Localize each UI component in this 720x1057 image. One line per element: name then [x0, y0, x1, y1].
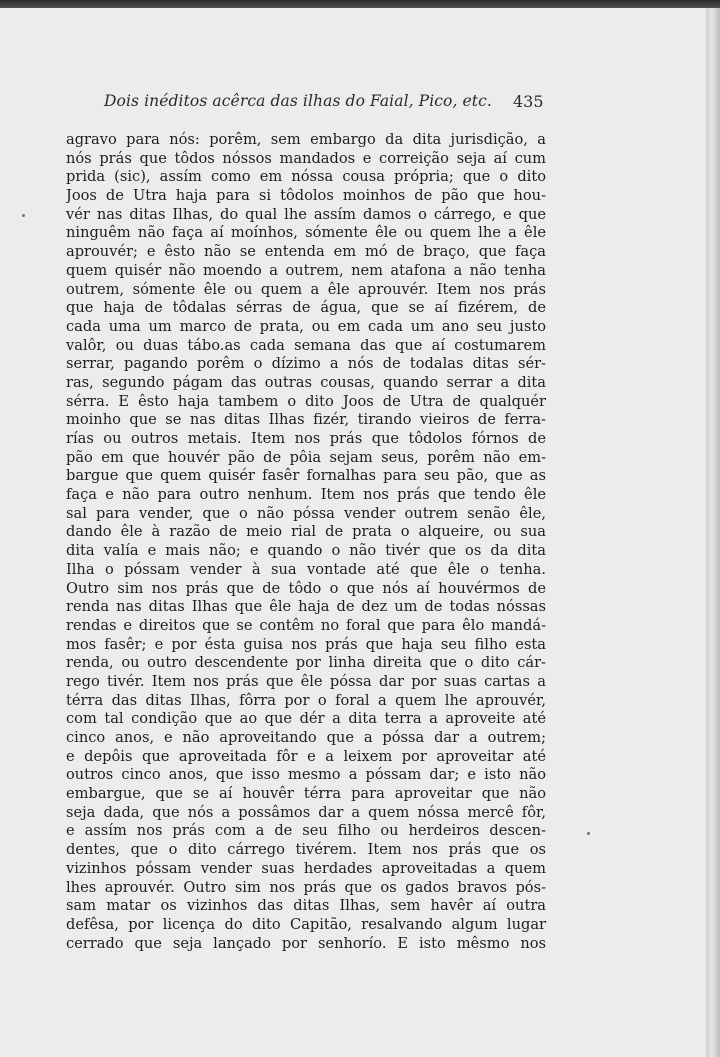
- text-line: térra das ditas Ilhas, fôrra por o foral a quem lhe aprouvér,: [66, 691, 546, 709]
- text-line: vér nas ditas Ilhas, do qual lhe assím damos o cárrego, e que: [66, 205, 546, 223]
- text-line: com tal condição que ao que dér a dita terra a aproveite até: [66, 710, 546, 728]
- text-line: mos fasêr; e por ésta guisa nos prás que haja seu filho esta: [66, 635, 546, 653]
- text-line: prida (sic), assím como em nóssa cousa própria; que o dito: [66, 168, 546, 186]
- text-line: embargue, que se aí houvêr térra para aproveitar que não: [66, 785, 546, 803]
- page-header: [104, 92, 544, 116]
- text-line: faça e não para outro nenhum. Item nos prás que tendo êle: [66, 486, 546, 504]
- page-edge-shadow: [706, 8, 720, 1057]
- text-line: moinho que se nas ditas Ilhas fizér, tirando vieiros de ferra-: [66, 411, 546, 429]
- text-line: vizinhos póssam vender suas herdades aproveitadas a quem: [66, 859, 546, 877]
- text-line: rego tivér. Item nos prás que êle póssa dar por suas cartas a: [66, 672, 546, 690]
- text-line: aprouvér; e êsto não se entenda em mó de braço, que faça: [66, 243, 546, 261]
- text-line: serrar, pagando porêm o dízimo a nós de todalas ditas sér-: [66, 355, 546, 373]
- text-line: ras, segundo págam das outras cousas, quando serrar a dita: [66, 373, 546, 391]
- text-line: renda nas ditas Ilhas que êle haja de dez um de todas nóssas: [66, 598, 546, 616]
- text-line: e depôis que aproveitada fôr e a leixem por aproveitar até: [66, 747, 546, 765]
- text-line: e assím nos prás com a de seu filho ou herdeiros descen-: [66, 822, 546, 840]
- scan-speck: [587, 832, 590, 835]
- text-line: ninguêm não faça aí moínhos, sómente êle ou quem lhe a êle: [66, 224, 546, 242]
- text-line: renda, ou outro descendente por linha direita que o dito cár-: [66, 654, 546, 672]
- text-line: quem quisér não moendo a outrem, nem atafona a não tenha: [66, 261, 546, 279]
- text-line: nós prás que tôdos nóssos mandados e correição seja aí cum: [66, 149, 546, 167]
- text-line: valôr, ou duas tábo.as cada semana das que aí costumarem: [66, 336, 546, 354]
- text-line: sal para vender, que o não póssa vender outrem senão êle,: [66, 504, 546, 522]
- text-line: bargue que quem quisér fasêr fornalhas para seu pão, que as: [66, 467, 546, 485]
- page-number: 435: [513, 92, 544, 111]
- body-text: [66, 131, 546, 953]
- text-line: defêsa, por licença do dito Capitão, resalvando algum lugar: [66, 915, 546, 933]
- text-line: pão em que houvér pão de pôia sejam seus, porêm não em-: [66, 448, 546, 466]
- text-line: cada uma um marco de prata, ou em cada um ano seu justo: [66, 317, 546, 335]
- text-line: rías ou outros metais. Item nos prás que tôdolos fórnos de: [66, 430, 546, 447]
- text-line: lhes aprouvér. Outro sim nos prás que os gados bravos pós-: [66, 878, 546, 896]
- text-line: cinco anos, e não aproveitando que a póssa dar a outrem;: [66, 729, 546, 746]
- text-line: Ilha o póssam vender à sua vontade até que êle o tenha.: [66, 560, 546, 578]
- text-line: cerrado que seja lançado por senhorío. E isto mêsmo nos: [66, 934, 546, 952]
- text-line: seja dada, que nós a possâmos dar a quem nóssa mercê fôr,: [66, 803, 546, 821]
- text-line: outros cinco anos, que isso mesmo a póssam dar; e isto não: [66, 766, 546, 784]
- text-line: sérra. E êsto haja tambem o dito Joos de Utra de qualquér: [66, 392, 546, 410]
- text-line: sam matar os vizinhos das ditas Ilhas, sem havêr aí outra: [66, 897, 546, 915]
- text-line: dando êle à razão de meio rial de prata o alqueire, ou sua: [66, 523, 546, 541]
- text-line: Joos de Utra haja para si tôdolos moinhos de pão que hou-: [66, 187, 546, 205]
- text-line: outrem, sómente êle ou quem a êle aprouvér. Item nos prás: [66, 280, 546, 298]
- text-line: que haja de tôdalas sérras de água, que se aí fizérem, de: [66, 299, 546, 317]
- text-line: agravo para nós: porêm, sem embargo da dita jurisdição, a: [66, 131, 546, 148]
- text-line: dita valía e mais não; e quando o não tivér que os da dita: [66, 542, 546, 560]
- running-title: Dois inéditos acêrca das ilhas do Faial, Pico, etc.: [104, 92, 492, 110]
- text-line: dentes, que o dito cárrego tivérem. Item nos prás que os: [66, 841, 546, 859]
- text-line: Outro sim nos prás que de tôdo o que nós aí houvérmos de: [66, 579, 546, 597]
- text-line: rendas e direitos que se contêm no foral que para êlo mandá-: [66, 616, 546, 634]
- scan-speck: [22, 214, 25, 217]
